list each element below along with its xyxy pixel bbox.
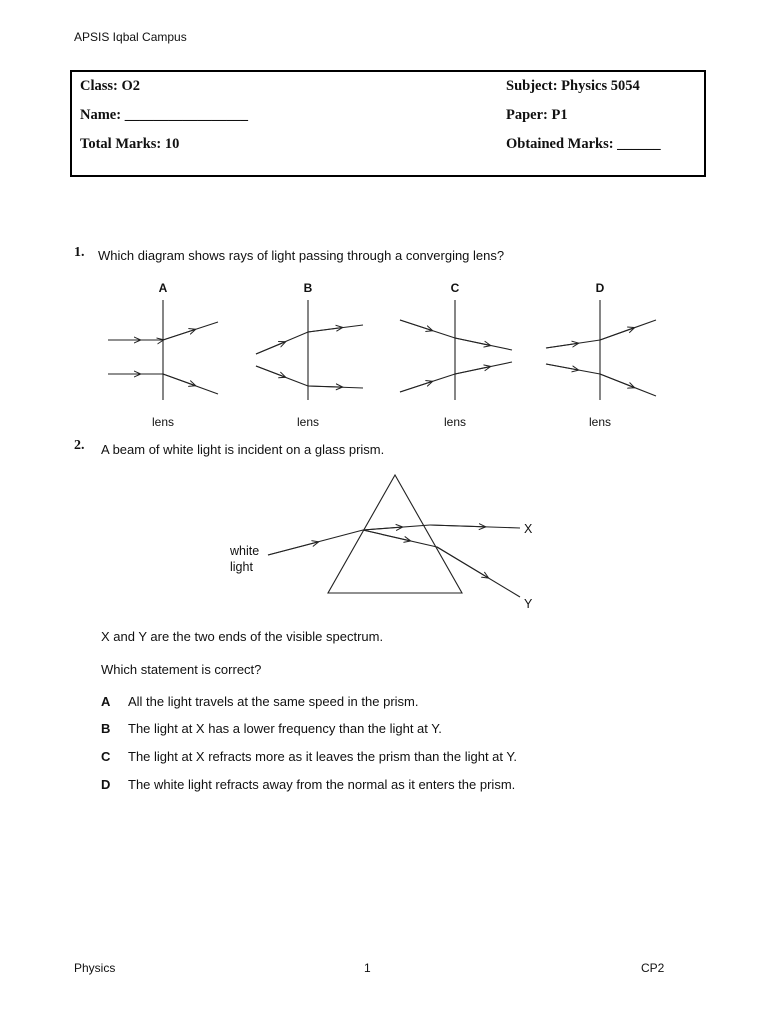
prism-diagram <box>0 465 768 615</box>
lens-label-d: lens <box>588 415 612 429</box>
lens-label-c: lens <box>443 415 467 429</box>
lens-label-a: lens <box>151 415 175 429</box>
question-2-text: A beam of white light is incident on a glass prism. <box>101 442 385 457</box>
obtained-marks-label: Obtained Marks: ______ <box>506 136 661 152</box>
ray-b-top <box>256 325 363 354</box>
total-marks-label: Total Marks: 10 <box>80 136 180 152</box>
option-b-text: The light at X has a lower frequency than the light at Y. <box>128 721 442 736</box>
diagram-label-c: C <box>450 281 460 295</box>
diagram-label-d: D <box>595 281 605 295</box>
diagram-label-b: B <box>303 281 313 295</box>
subject-label: Subject: Physics 5054 <box>506 78 640 94</box>
question-1-text: Which diagram shows rays of light passing through a converging lens? <box>98 248 505 263</box>
info-box <box>70 70 706 177</box>
footer-subject: Physics <box>74 961 116 975</box>
footer-page-number: 1 <box>364 961 371 975</box>
white-label: white <box>230 544 260 558</box>
footer-code: CP2 <box>641 961 665 975</box>
ray-d-top <box>546 320 656 348</box>
option-c-text: The light at X refracts more as it leaves the prism than the light at Y. <box>128 749 517 764</box>
x-label: X <box>524 522 533 536</box>
diagram-b <box>256 300 363 400</box>
diagram-label-a: A <box>158 281 168 295</box>
question-1-number: 1. <box>74 245 85 260</box>
paper-label: Paper: P1 <box>506 107 568 123</box>
diagram-c <box>400 300 512 400</box>
class-label: Class: O2 <box>80 78 141 94</box>
option-a-letter: A <box>101 694 111 709</box>
option-d-letter: D <box>101 777 111 792</box>
diagram-d <box>546 300 656 400</box>
ray-d-bottom <box>546 364 656 396</box>
campus-name: APSIS Iqbal Campus <box>74 30 187 44</box>
light-label: light <box>230 560 253 574</box>
diagram-a <box>108 300 218 400</box>
option-b-letter: B <box>101 721 111 736</box>
lens-label-b: lens <box>296 415 320 429</box>
option-d-text: The white light refracts away from the normal as it enters the prism. <box>128 777 516 792</box>
question-2-number: 2. <box>74 438 85 453</box>
spectrum-statement: X and Y are the two ends of the visible spectrum. <box>101 629 384 644</box>
which-statement: Which statement is correct? <box>101 662 262 677</box>
y-label: Y <box>524 597 533 611</box>
option-c-letter: C <box>101 749 111 764</box>
ray-c-bottom <box>400 362 512 392</box>
ray-b-bottom <box>256 366 363 388</box>
option-a-text: All the light travels at the same speed in the prism. <box>128 694 419 709</box>
lens-ray-diagrams <box>0 270 768 435</box>
ray-c-top <box>400 320 512 350</box>
name-label: Name: _________________ <box>80 107 248 123</box>
